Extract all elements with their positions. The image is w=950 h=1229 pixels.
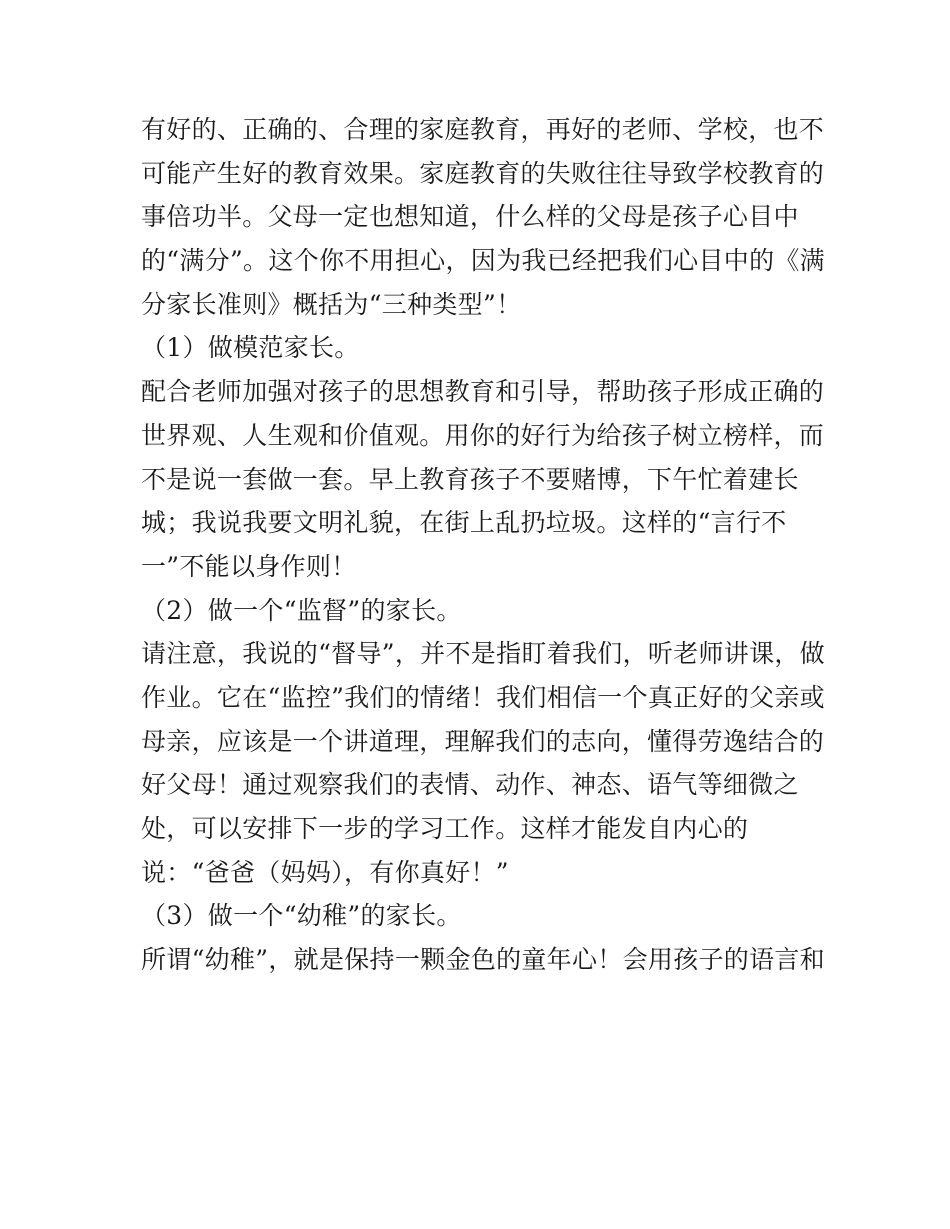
text-line: 母亲，应该是一个讲道理，理解我们的志向，懂得劳逸结合的: [141, 726, 825, 756]
text-line: 说：“爸爸（妈妈），有你真好！”: [141, 857, 509, 887]
text-line: 世界观、人生观和价值观。用你的好行为给孩子树立榜样，而: [141, 420, 825, 450]
section-heading-2: （2）做一个“监督”的家长。: [141, 595, 462, 625]
text-line: 处，可以安排下一步的学习工作。这样才能发自内心的: [141, 814, 749, 843]
text-line: 不是说一套做一套。早上教育孩子不要赌博，下午忙着建长: [141, 464, 799, 494]
text-line: 的“满分”。这个你不用担心，因为我已经把我们心目中的《满: [141, 246, 825, 276]
text-line: 事倍功半。父母一定也想知道，什么样的父母是孩子心目中: [141, 202, 799, 232]
text-line: 作业。它在“监控”我们的情绪！我们相信一个真正好的父亲或: [141, 682, 825, 712]
text-line: 城；我说我要文明礼貌，在街上乱扔垃圾。这样的“言行不: [141, 508, 787, 538]
text-line: 好父母！通过观察我们的表情、动作、神态、语气等细微之: [141, 770, 799, 800]
section-heading-3: （3）做一个“幼稚”的家长。: [141, 901, 462, 931]
text-line: 可能产生好的教育效果。家庭教育的失败往往导致学校教育的: [141, 158, 825, 188]
text-line: 请注意，我说的“督导”，并不是指盯着我们，听老师讲课，做: [141, 639, 825, 669]
text-line: 分家长准则》概括为“三种类型”！: [141, 289, 522, 319]
text-line: 有好的、正确的、合理的家庭教育，再好的老师、学校，也不: [141, 115, 825, 144]
section-heading-1: （1）做模范家长。: [141, 333, 360, 363]
body-text: [141, 108, 825, 982]
text-line: 所谓“幼稚”，就是保持一颗金色的童年心！会用孩子的语言和: [141, 945, 825, 975]
text-line: 一”不能以身作则！: [141, 551, 357, 581]
text-line: 配合老师加强对孩子的思想教育和引导，帮助孩子形成正确的: [141, 377, 825, 407]
